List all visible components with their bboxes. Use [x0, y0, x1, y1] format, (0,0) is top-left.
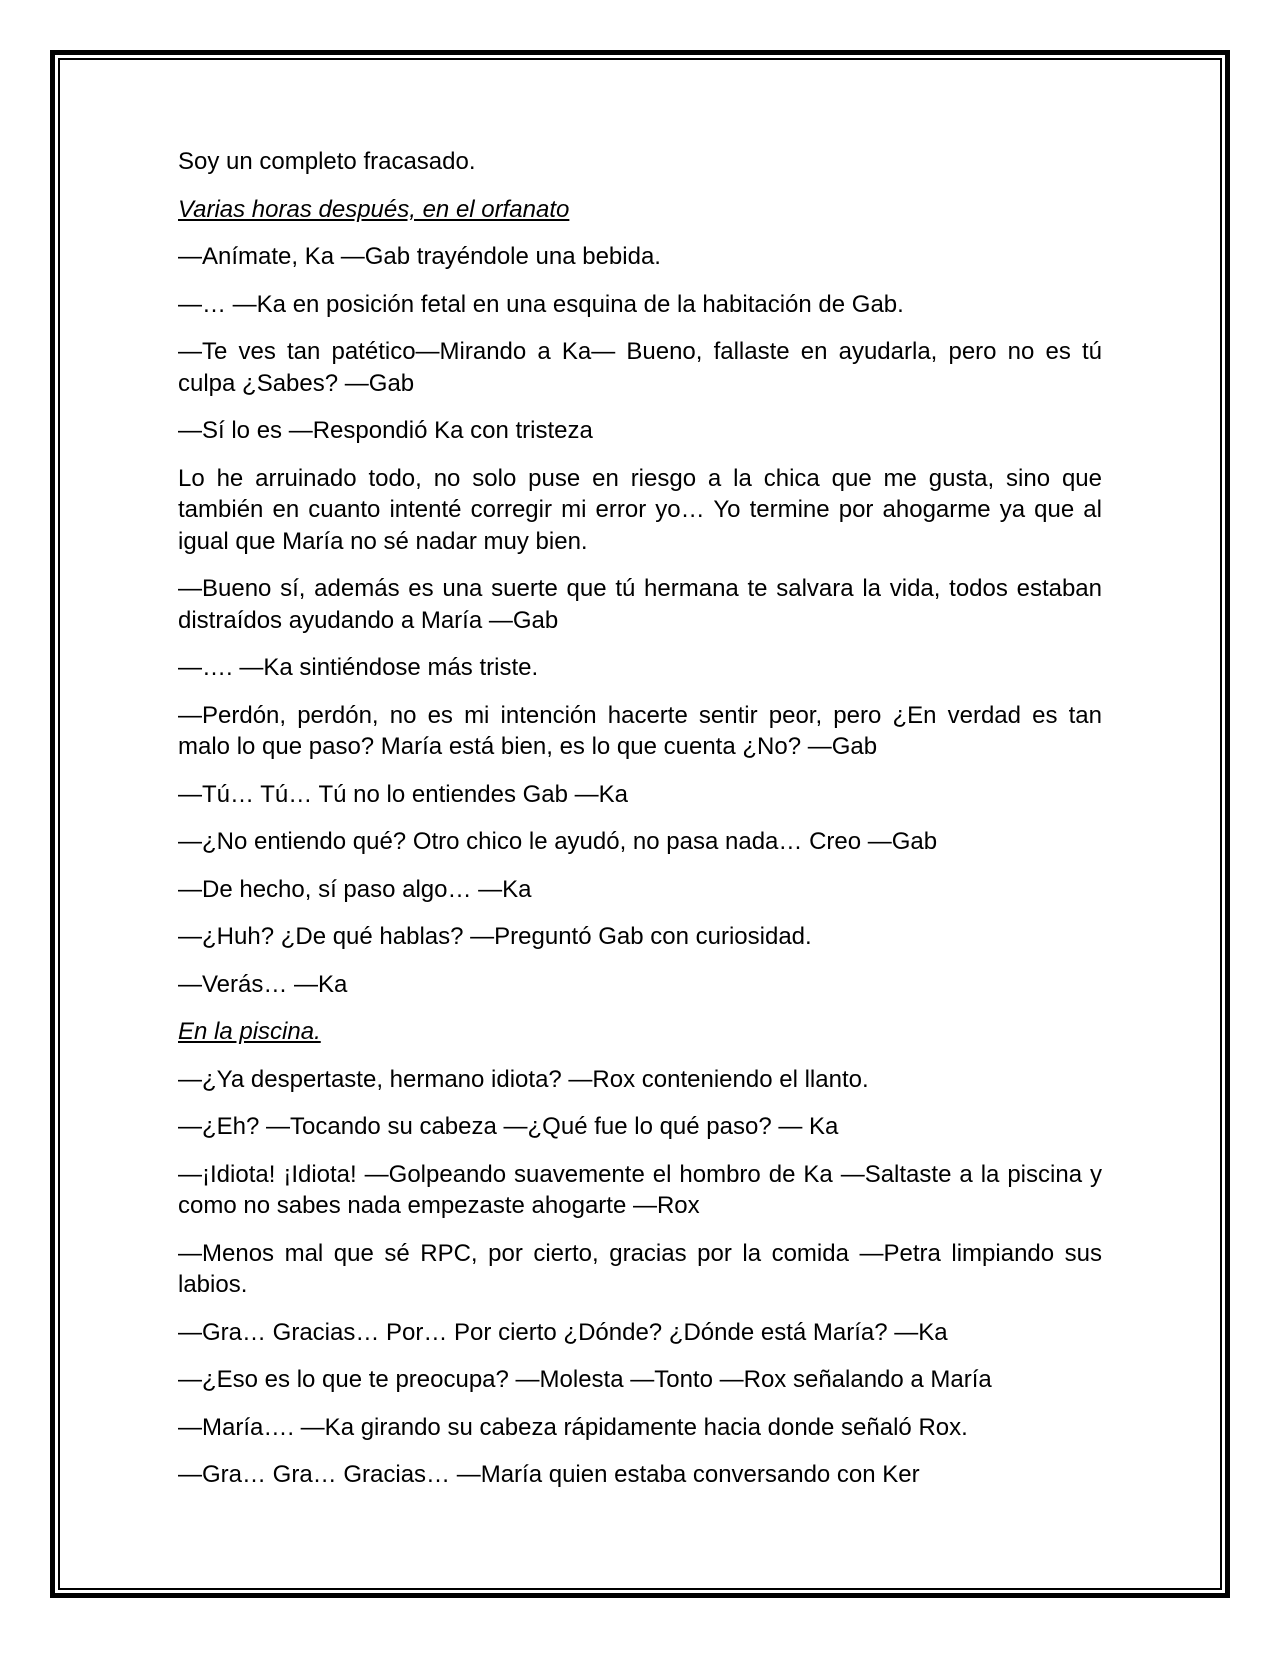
paragraph: —¿Ya despertaste, hermano idiota? —Rox conteniendo el llanto. [178, 1065, 869, 1093]
paragraph: —…. —Ka sintiéndose más triste. [178, 654, 539, 681]
paragraph: —Te ves tan patético—Mirando a Ka— Bueno, fallaste en ayudarla, pero no es tú culpa ¿Sabes? —Gab [178, 338, 1102, 397]
paragraph: —Gra… Gra… Gracias… —María quien estaba conversando con Ker [178, 1461, 920, 1488]
paragraph: —De hecho, sí paso algo… —Ka [178, 875, 532, 903]
page-content [178, 146, 1102, 1507]
paragraph: —¿Eh? —Tocando su cabeza —¿Qué fue lo qué paso? — Ka [178, 1113, 839, 1140]
paragraph: —Menos mal que sé RPC, por cierto, gracias por la comida —Petra limpiando sus labios. [178, 1239, 1102, 1298]
paragraph: —¡Idiota! ¡Idiota! —Golpeando suavemente el hombro de Ka —Saltaste a la piscina y como no sabes nada empezaste ahogarte —Rox [178, 1160, 1102, 1219]
paragraph: —Gra… Gracias… Por… Por cierto ¿Dónde? ¿Dónde está María? —Ka [178, 1318, 948, 1346]
paragraph: Soy un completo fracasado. [178, 148, 476, 175]
paragraph: —¿Eso es lo que te preocupa? —Molesta —Tonto —Rox señalando a María [178, 1366, 992, 1393]
paragraph: Lo he arruinado todo, no solo puse en riesgo a la chica que me gusta, sino que también en cuanto intenté corregir mi error yo… Yo termine por ahogarme ya que al igual que María no sé nadar muy bien. [178, 464, 1102, 555]
paragraph: —¿No entiendo qué? Otro chico le ayudó, no pasa nada… Creo —Gab [178, 828, 938, 855]
paragraph: —… —Ka en posición fetal en una esquina de la habitación de Gab. [178, 290, 904, 318]
scene-heading: En la piscina. [178, 1018, 321, 1045]
paragraph: —Verás… —Ka [178, 970, 348, 998]
scene-heading: Varias horas después, en el orfanato [178, 195, 570, 223]
paragraph: —Bueno sí, además es una suerte que tú hermana te salvara la vida, todos estaban distraídos ayudando a María —Gab [178, 575, 1102, 634]
paragraph: —Perdón, perdón, no es mi intención hacerte sentir peor, pero ¿En verdad es tan malo lo que paso? María está bien, es lo que cuenta ¿No? —Gab [178, 701, 1102, 760]
paragraph: —Tú… Tú… Tú no lo entiendes Gab —Ka [178, 780, 629, 808]
paragraph: —María…. —Ka girando su cabeza rápidamente hacia donde señaló Rox. [178, 1413, 968, 1441]
paragraph: —Anímate, Ka —Gab trayéndole una bebida. [178, 243, 661, 270]
paragraph: —¿Huh? ¿De qué hablas? —Preguntó Gab con curiosidad. [178, 923, 812, 950]
paragraph: —Sí lo es —Respondió Ka con tristeza [178, 417, 593, 444]
